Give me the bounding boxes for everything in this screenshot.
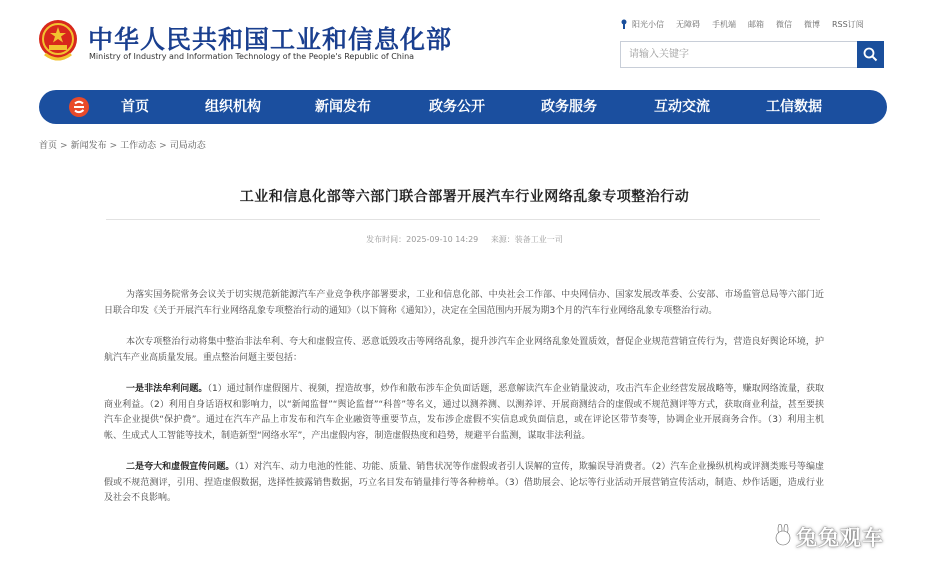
search-button[interactable] bbox=[857, 41, 884, 68]
breadcrumb-separator: > bbox=[159, 141, 167, 151]
breadcrumb bbox=[39, 138, 206, 151]
top-link-rss[interactable]: RSS订阅 bbox=[832, 19, 864, 29]
top-links bbox=[620, 17, 890, 31]
nav-item-news[interactable]: 新闻发布 bbox=[315, 99, 371, 115]
paragraph-text: 本次专项整治行动将集中整治非法牟利、夸大和虚假宣传、恶意诋毁攻击等网络乱象，提升涉汽车企业网络乱象处置质效，督促企业规范营销宣传行为，营造良好舆论环境，护航汽车产业高质量发展。重点整治问题主要包括： bbox=[104, 337, 824, 363]
breadcrumb-work-news[interactable]: 工作动态 bbox=[120, 141, 157, 151]
breadcrumb-separator: > bbox=[109, 141, 118, 151]
nav-item-data[interactable]: 工信数据 bbox=[766, 99, 822, 115]
top-link-sunshine[interactable]: 阳光小信 bbox=[632, 19, 664, 29]
breadcrumb-news[interactable]: 新闻发布 bbox=[70, 141, 107, 151]
breadcrumb-home[interactable]: 首页 bbox=[39, 141, 58, 151]
article-body bbox=[104, 288, 824, 523]
nav-item-government-affairs[interactable]: 政务公开 bbox=[429, 99, 485, 115]
article-paragraph bbox=[104, 288, 824, 319]
top-link-mobile[interactable]: 手机端 bbox=[712, 19, 736, 29]
breadcrumb-separator: > bbox=[60, 141, 68, 151]
watermark-rabbit-icon bbox=[772, 524, 794, 546]
search-box bbox=[620, 41, 884, 68]
paragraph-text: 为落实国务院常务会议关于切实规范新能源汽车产业竞争秩序部署要求，工业和信息化部、中央社会工作部、中央网信办、国家发展改革委、公安部、市场监管总局等六部门近日联合印发《关于开展汽车行业网络乱象专项整治行动的通知》（以下简称《通知》），决定在全国范围内开展为期3个月的汽车行业网络乱象专项整治行动。 bbox=[104, 290, 824, 316]
site-header bbox=[0, 0, 929, 88]
title-divider bbox=[106, 219, 820, 220]
search-icon bbox=[863, 47, 878, 62]
paragraph-text: （1）对汽车、动力电池的性能、功能、质量、销售状况等作虚假或者引人误解的宣传，欺骗误导消费者。（2）汽车企业操纵机构或评测类账号等编虚假或不规范测评，引用、捏造虚假数据，选择性披露销售数据，巧立名目发布销量排行等各种榜单。（3）借助展会、论坛等行业活动开展营销宣传活动，制造、炒作话题，造成行业及社会不良影响。 bbox=[104, 462, 824, 503]
site-title[interactable]: 中华人民共和国工业和信息化部 bbox=[88, 25, 453, 54]
top-link-weibo[interactable]: 微博 bbox=[804, 19, 820, 29]
breadcrumb-department-news[interactable]: 司局动态 bbox=[169, 141, 206, 151]
main-nav bbox=[39, 90, 887, 124]
nav-item-home[interactable]: 首页 bbox=[121, 99, 149, 115]
article-title: 工业和信息化部等六部门联合部署开展汽车行业网络乱象专项整治行动 bbox=[239, 189, 690, 205]
article-meta bbox=[0, 234, 929, 245]
watermark: 兔兔观车 bbox=[796, 526, 884, 550]
top-link-mailbox[interactable]: 邮箱 bbox=[748, 19, 764, 29]
national-emblem-icon[interactable] bbox=[37, 18, 79, 64]
article-paragraph bbox=[104, 382, 824, 444]
nav-item-government-services[interactable]: 政务服务 bbox=[541, 99, 597, 115]
article-source: 来源：装备工业一司 bbox=[490, 235, 563, 244]
sunshine-icon bbox=[620, 19, 628, 29]
site-subtitle: Ministry of Industry and Information Technology of the People's Republic of China bbox=[89, 52, 415, 61]
article-paragraph bbox=[104, 335, 824, 366]
nav-item-interaction[interactable]: 互动交流 bbox=[654, 99, 710, 115]
top-link-wechat[interactable]: 微信 bbox=[776, 19, 792, 29]
search-input[interactable] bbox=[621, 42, 857, 67]
paragraph-lead: 二是夸大和虚假宣传问题。 bbox=[126, 462, 235, 472]
publish-time: 发布时间：2025-09-10 14:29 bbox=[366, 235, 479, 244]
site-logo-icon[interactable] bbox=[68, 96, 90, 118]
paragraph-lead: 一是非法牟利问题。 bbox=[126, 384, 208, 394]
paragraph-text: （1）通过制作虚假图片、视频，捏造故事，炒作和散布涉车企负面话题，恶意解读汽车企业销量波动，攻击汽车企业经营发展战略等，赚取网络流量，获取商业利益。（2）利用自身话语权和影响力，以“新闻监督”“舆论监督”“科普”等名义，通过以测养测、以测养评、开展商测结合的虚假或不规范测评等方式，获取商业利益，甚至要挟汽车企业提供“保护费”。通过在汽车产品上市发布和汽车企业融资等重要节点，发布涉企虚假不实信息或负面信息，或在评论区带节奏等，协调企业开展商务合作。（3）利用主机帐、生成式人工智能等技术，制造新型“网络水军”，产出虚假内容，制造虚假热度和趋势，规避平台监测，谋取非法利益。 bbox=[104, 384, 824, 441]
nav-item-organization[interactable]: 组织机构 bbox=[205, 99, 261, 115]
top-link-accessibility[interactable]: 无障碍 bbox=[676, 19, 700, 29]
article-paragraph bbox=[104, 460, 824, 507]
